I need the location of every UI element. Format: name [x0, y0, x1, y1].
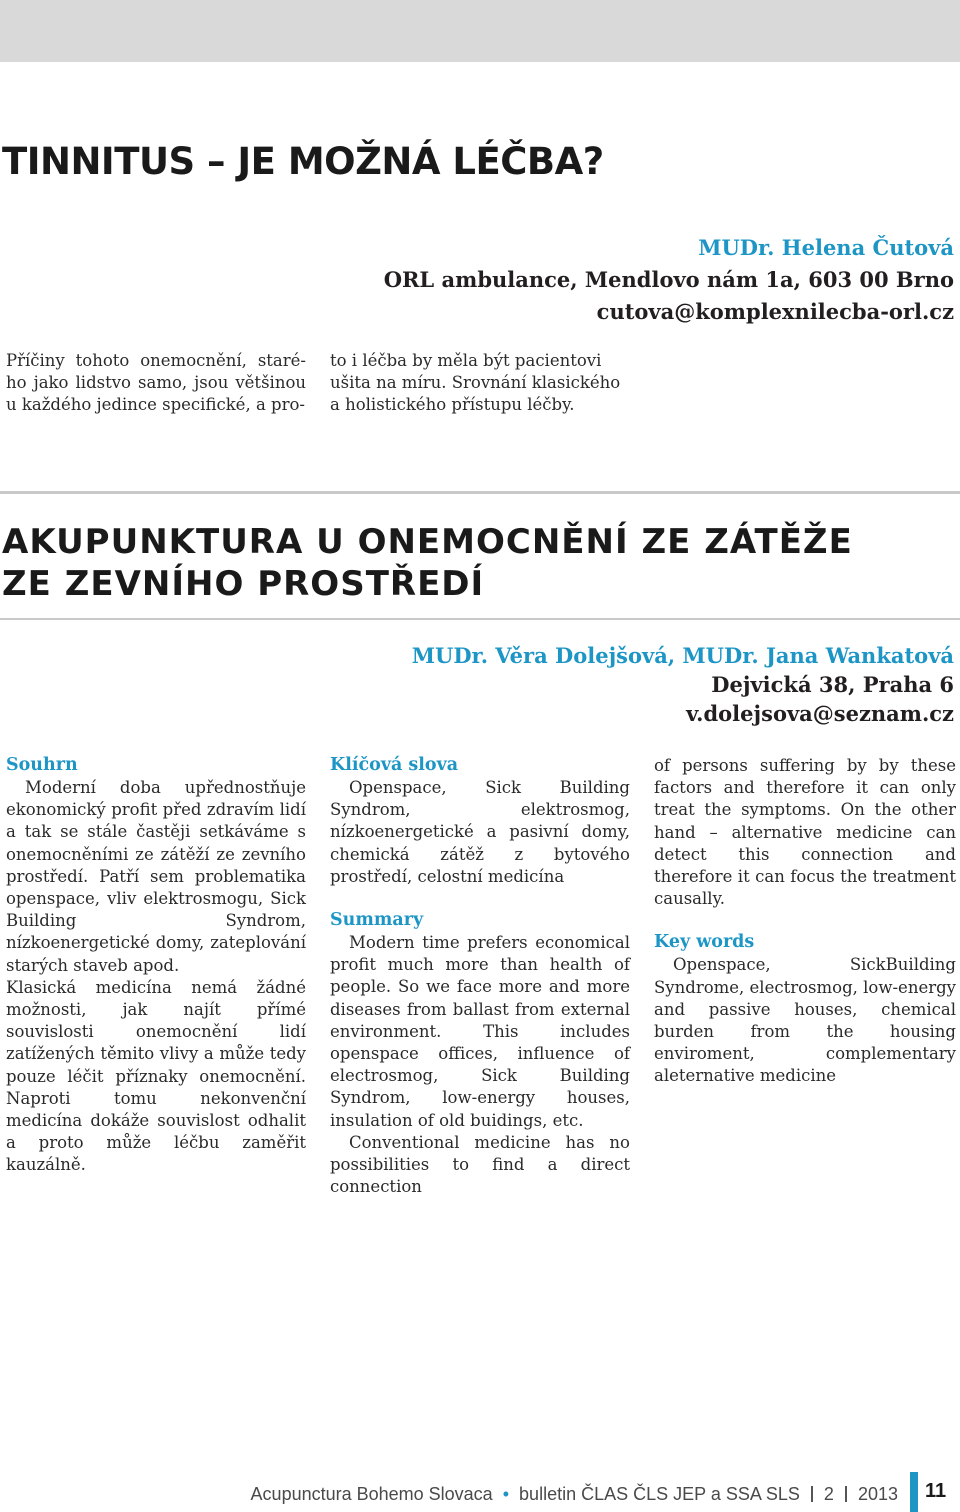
- footer-separator: [811, 1486, 813, 1502]
- section-divider: [0, 491, 960, 494]
- summary-paragraph-2: Conventional medicine has no possibilities to find a direct connection: [330, 1132, 630, 1197]
- footer-bullet: •: [502, 1484, 510, 1504]
- intro-text-2: to i léčba by měla být pacientovi ušita na míru. Srovnání klasického a holistického přístupu léčby.: [330, 351, 621, 415]
- intro-text-1: Příčiny tohoto onemocnění, staré-ho jako lidstvo samo, jsou většinou u každého jedince specifické, a pro-: [6, 351, 306, 415]
- footer-year: 2013: [857, 1484, 898, 1504]
- author-block: [384, 232, 954, 328]
- footer-issue: 2: [823, 1484, 834, 1504]
- souhrn-paragraph-1: Moderní doba upřednostňuje ekonomický profit před zdravím lidí a tak se stále častěji setkáváme s onemocněními ze zátěží ze zevního prostředí. Patří sem problematika openspace, vliv elektrosmogu, Sick Building Syndrom, nízkoenergetické domy, zateplování starých staveb apod.: [6, 778, 306, 975]
- page-number: 11: [925, 1480, 947, 1502]
- article2-author-block: [412, 641, 954, 728]
- intro-column-1: [6, 350, 306, 417]
- article2-address: Dejvická 38, Praha 6: [711, 672, 954, 697]
- english-column: [654, 755, 956, 1088]
- summary-heading: Summary: [330, 910, 424, 931]
- klicova-slova-heading: Klíčová slova: [330, 755, 459, 775]
- summary-paragraph-3: of persons suffering by by these factors and therefore it can only treat the symptoms. On the other hand – alternative medicine can detect this connection and therefore it can focus the treatment causally.: [654, 756, 956, 909]
- footer-journal: Acupunctura Bohemo Slovaca: [250, 1484, 493, 1504]
- souhrn-column: [6, 753, 306, 1177]
- title-divider: [0, 618, 960, 620]
- article-title: TINNITUS – JE MOŽNÁ LÉČBA?: [2, 140, 604, 183]
- article2-title-line1: AKUPUNKTURA U ONEMOCNĚNÍ ZE ZÁTĚŽE: [2, 522, 853, 562]
- article2-title-line2: ZE ZEVNÍHO PROSTŘEDÍ: [2, 564, 485, 604]
- footer-journal-line: [251, 1484, 898, 1505]
- intro-column-2: [330, 350, 630, 417]
- summary-paragraph-1: Modern time prefers economical profit much more than health of people. So we face more and more diseases from ballast from external environment. This includes openspace offices, influence of electrosmog, Sick Building Syndrom, low-energy houses, insulation of old buidings, etc.: [330, 933, 630, 1130]
- author-email: cutova@komplexnilecba-orl.cz: [596, 299, 954, 324]
- article2-email: v.dolejsova@seznam.cz: [686, 701, 954, 726]
- footer-separator: [845, 1486, 847, 1502]
- top-banner: [0, 0, 960, 62]
- key-words-heading: Key words: [654, 932, 755, 953]
- footer-accent-bar: [910, 1472, 918, 1512]
- footer-bulletin: bulletin ČLAS ČLS JEP a SSA SLS: [519, 1484, 800, 1504]
- souhrn-paragraph-2: Klasická medicína nemá žádné možnosti, jak najít přímé souvislosti onemocnění lidí zatížených těmito vlivy a může tedy pouze léčit příznaky onemocnění. Naproti tomu nekonvenční medicína dokáže souvislost odhalit a proto může léčbu zaměřit kauzálně.: [6, 977, 306, 1175]
- key-words-text: Openspace, SickBuilding Syndrome, electrosmog, low-energy and passive houses, chemical burden from the housing enviroment, complementary aleternative medicine: [654, 955, 956, 1086]
- keywords-summary-column: [330, 753, 630, 1198]
- article2-authors: MUDr. Věra Dolejšová, MUDr. Jana Wankatová: [411, 643, 954, 668]
- souhrn-heading: Souhrn: [6, 755, 78, 775]
- klicova-slova-text: Openspace, Sick Building Syndrom, elektrosmog, nízkoenergetické a pasivní domy, chemická zátěž z bytového prostředí, celostní medicína: [330, 778, 630, 886]
- affiliation: ORL ambulance, Mendlovo nám 1a, 603 00 Brno: [383, 267, 954, 292]
- author-name: MUDr. Helena Čutová: [698, 235, 954, 260]
